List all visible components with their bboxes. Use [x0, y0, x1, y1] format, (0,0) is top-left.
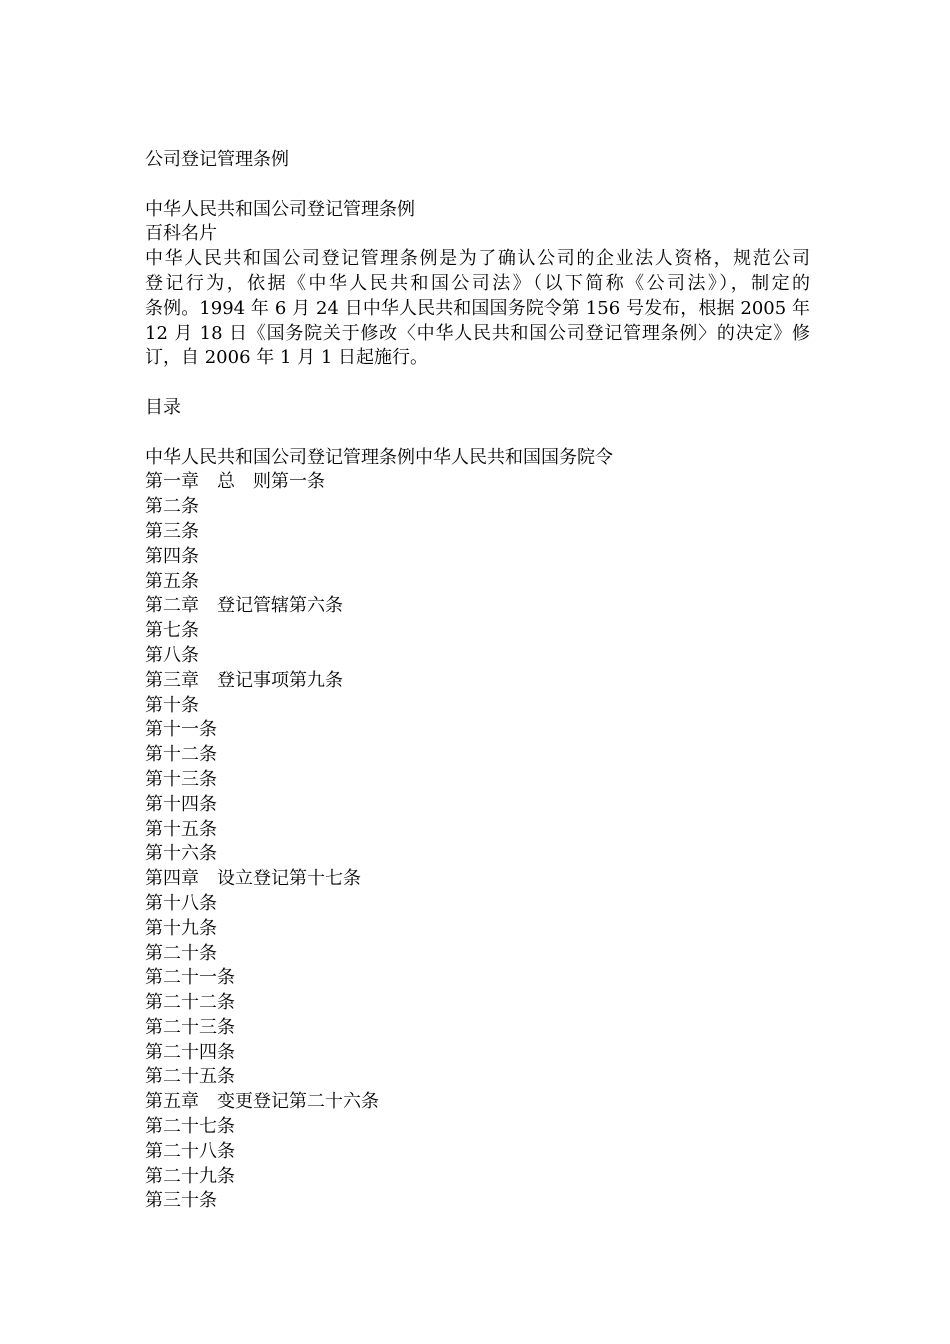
- intro-line: 条例。1994 年 6 月 24 日中华人民共和国国务院令第 156 号发布，根据 2005 年: [145, 297, 810, 319]
- document-subheading: 百科名片: [145, 223, 217, 245]
- intro-line: 订，自 2006 年 1 月 1 日起施行。: [145, 347, 429, 369]
- toc-item: 第三条: [145, 520, 199, 542]
- toc-item: 第十八条: [145, 892, 217, 914]
- toc-item: 第二十八条: [145, 1140, 235, 1162]
- toc-item: 第二十九条: [145, 1165, 235, 1187]
- toc-item: 中华人民共和国公司登记管理条例中华人民共和国国务院令: [145, 446, 613, 468]
- toc-item: 第十五条: [145, 818, 217, 840]
- intro-paragraph: [145, 247, 810, 371]
- toc-item: 第十一条: [145, 719, 217, 741]
- toc-item: 第十四条: [145, 793, 217, 815]
- toc-item: 第五条: [145, 570, 199, 592]
- intro-line: 登记行为，依据《中华人民共和国公司法》（以下简称《公司法》），制定的: [145, 272, 810, 294]
- toc-item: 第二十四条: [145, 1041, 235, 1063]
- toc-item: 第十条: [145, 694, 199, 716]
- toc-item: 第二十三条: [145, 1016, 235, 1038]
- toc-item: 第十三条: [145, 768, 217, 790]
- toc-item: 第二十一条: [145, 967, 235, 989]
- toc-item: 第八条: [145, 644, 199, 666]
- toc-item: 第四章 设立登记第十七条: [145, 868, 361, 890]
- toc-item: 第一章 总 则第一条: [145, 471, 325, 493]
- toc-item: 第三十条: [145, 1190, 217, 1212]
- toc-item: 第二条: [145, 496, 199, 518]
- toc-item: 第七条: [145, 620, 199, 642]
- toc-item: 第二章 登记管辖第六条: [145, 595, 343, 617]
- toc-item: 第三章 登记事项第九条: [145, 669, 343, 691]
- intro-line: 中华人民共和国公司登记管理条例是为了确认公司的企业法人资格，规范公司: [145, 248, 810, 270]
- document-page: [145, 148, 810, 1214]
- intro-line: 12 月 18 日《国务院关于修改〈中华人民共和国公司登记管理条例〉的决定》修: [145, 322, 810, 344]
- toc-item: 第五章 变更登记第二十六条: [145, 1091, 379, 1113]
- toc-label: 目录: [145, 396, 181, 418]
- spacer: [145, 371, 810, 396]
- document-heading: 中华人民共和国公司登记管理条例: [145, 198, 415, 220]
- toc-item: 第二十条: [145, 942, 217, 964]
- toc-item: 第二十二条: [145, 992, 235, 1014]
- document-title: 公司登记管理条例: [145, 149, 289, 170]
- toc-item: 第十九条: [145, 917, 217, 939]
- toc-list: [145, 446, 810, 1215]
- toc-item: 第十二条: [145, 744, 217, 766]
- toc-item: 第二十五条: [145, 1066, 235, 1088]
- toc-item: 第十六条: [145, 843, 217, 865]
- spacer: [145, 421, 810, 446]
- spacer: [145, 173, 810, 198]
- toc-item: 第二十七条: [145, 1116, 235, 1138]
- toc-item: 第四条: [145, 545, 199, 567]
